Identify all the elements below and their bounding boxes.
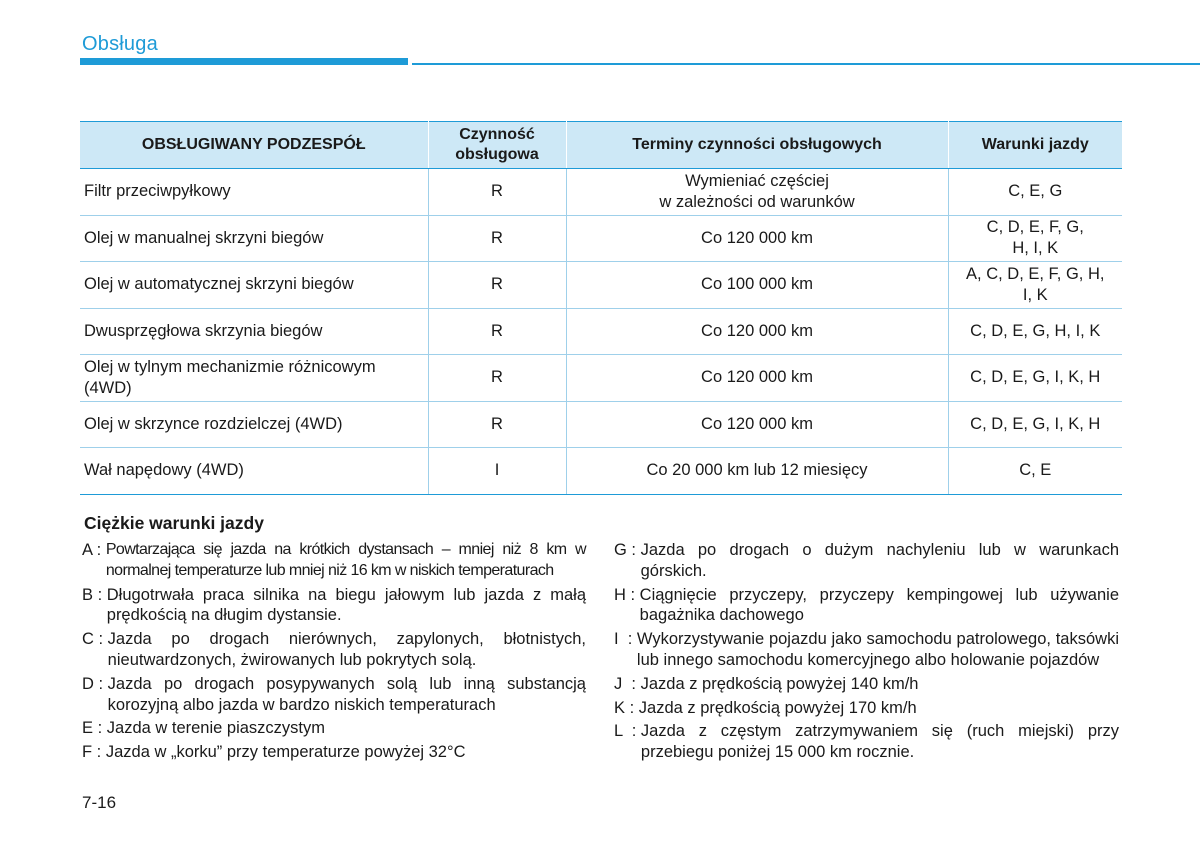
condition-text: Jazda w „korku” przy temperaturze powyżej 32°C (105, 743, 466, 762)
condition-text: Długotrwała praca silnika na biegu jałowym lub jazda z małą prędkością na długim dystansie. (106, 585, 586, 625)
condition-text: Jazda z prędkością powyżej 140 km/h (640, 674, 919, 693)
cell-conditions: C, E (948, 448, 1122, 495)
condition-item-c (82, 629, 586, 671)
condition-item-d (82, 674, 586, 716)
maintenance-table (80, 121, 1122, 495)
condition-text: Powtarzająca się jazda na krótkich dystansach – mniej niż 8 km w normalnej temperaturze lub mniej niż 16 km w niskich temperaturach (105, 541, 586, 579)
cell-component: Olej w skrzynce rozdzielczej (4WD) (80, 401, 428, 448)
condition-item-k (614, 698, 1119, 719)
cell-conditions: C, D, E, G, H, I, K (948, 308, 1122, 355)
cell-action: R (428, 215, 566, 262)
condition-key: K : (614, 698, 639, 717)
header-action: Czynność obsługowa (428, 122, 566, 169)
condition-key: D : (82, 674, 108, 693)
header-rule-thin (412, 63, 1200, 65)
cell-action: I (428, 448, 566, 495)
cell-action: R (428, 355, 566, 402)
cell-action: R (428, 401, 566, 448)
condition-item-h (614, 585, 1119, 627)
table-row (80, 215, 1122, 262)
cell-interval: Co 120 000 km (566, 308, 948, 355)
cell-interval: Co 100 000 km (566, 262, 948, 309)
cell-action: R (428, 169, 566, 216)
table-row (80, 355, 1122, 402)
table-row (80, 262, 1122, 309)
condition-item-l (614, 721, 1119, 763)
cell-interval: Wymieniać częściej w zależności od warunków (566, 169, 948, 216)
cell-component: Olej w tylnym mechanizmie różnicowym (4WD) (80, 355, 428, 402)
cell-component: Dwusprzęgłowa skrzynia biegów (80, 308, 428, 355)
table-row (80, 448, 1122, 495)
header-conditions: Warunki jazdy (948, 122, 1122, 169)
page-number: 7-16 (82, 793, 117, 812)
condition-item-b (82, 585, 586, 627)
condition-text: Jazda z prędkością powyżej 170 km/h (638, 698, 917, 717)
condition-item-e (82, 718, 586, 739)
section-title: Obsługa (82, 33, 158, 55)
cell-component: Olej w automatycznej skrzyni biegów (80, 262, 428, 309)
condition-text: Jazda z częstym zatrzymywaniem się (ruch miejski) przy przebiegu poniżej 15 000 km rocznie. (640, 722, 1119, 762)
condition-text: Ciągnięcie przyczepy, przyczepy kempingowej lub używanie bagażnika dachowego (639, 585, 1119, 625)
condition-text: Wykorzystywanie pojazdu jako samochodu patrolowego, taksówki lub innego samochodu komercyjnego albo holowanie pojazdów (636, 630, 1119, 669)
cell-conditions: A, C, D, E, F, G, H, I, K (948, 262, 1122, 309)
condition-item-i (614, 629, 1119, 671)
conditions-list-left (82, 540, 586, 766)
table-header-row (80, 122, 1122, 169)
cell-action: R (428, 262, 566, 309)
cell-action: R (428, 308, 566, 355)
table-row (80, 169, 1122, 216)
cell-component: Olej w manualnej skrzyni biegów (80, 215, 428, 262)
header-rule-thick (80, 58, 408, 65)
cell-component: Filtr przeciwpyłkowy (80, 169, 428, 216)
table-row (80, 308, 1122, 355)
condition-text: Jazda po drogach posypywanych solą lub inną substancją korozyjną albo jazda w bardzo niskich temperaturach (107, 674, 586, 714)
condition-key: G : (614, 541, 641, 559)
cell-interval: Co 120 000 km (566, 215, 948, 262)
condition-key: H : (614, 585, 640, 604)
condition-key: A : (82, 541, 106, 559)
cell-conditions: C, D, E, G, I, K, H (948, 401, 1122, 448)
condition-item-j (614, 674, 1119, 695)
cell-component: Wał napędowy (4WD) (80, 448, 428, 495)
condition-key: L : (614, 722, 641, 741)
header-component: OBSŁUGIWANY PODZESPÓŁ (80, 122, 428, 169)
condition-key: F : (82, 743, 106, 762)
condition-key: J : (614, 674, 641, 693)
condition-item-a (82, 540, 586, 582)
condition-text: Jazda w terenie piaszczystym (106, 719, 326, 738)
conditions-title: Ciężkie warunki jazdy (84, 513, 264, 533)
cell-interval: Co 120 000 km (566, 401, 948, 448)
condition-key: E : (82, 719, 107, 738)
cell-conditions: C, D, E, G, I, K, H (948, 355, 1122, 402)
header-interval: Terminy czynności obsługowych (566, 122, 948, 169)
table-row (80, 401, 1122, 448)
condition-item-g (614, 540, 1119, 582)
cell-interval: Co 20 000 km lub 12 miesięcy (566, 448, 948, 495)
condition-key: C : (82, 630, 108, 649)
condition-text: Jazda po drogach o dużym nachyleniu lub w warunkach górskich. (640, 541, 1119, 580)
cell-conditions: C, D, E, F, G, H, I, K (948, 215, 1122, 262)
condition-text: Jazda po drogach nierównych, zapylonych, błotnistych, nieutwardzonych, żwirowanych lub pokrytych solą. (107, 630, 586, 669)
condition-key: I : (614, 630, 637, 649)
condition-item-f (82, 742, 586, 763)
cell-interval: Co 120 000 km (566, 355, 948, 402)
cell-conditions: C, E, G (948, 169, 1122, 216)
conditions-list-right (614, 540, 1119, 766)
condition-key: B : (82, 585, 107, 604)
